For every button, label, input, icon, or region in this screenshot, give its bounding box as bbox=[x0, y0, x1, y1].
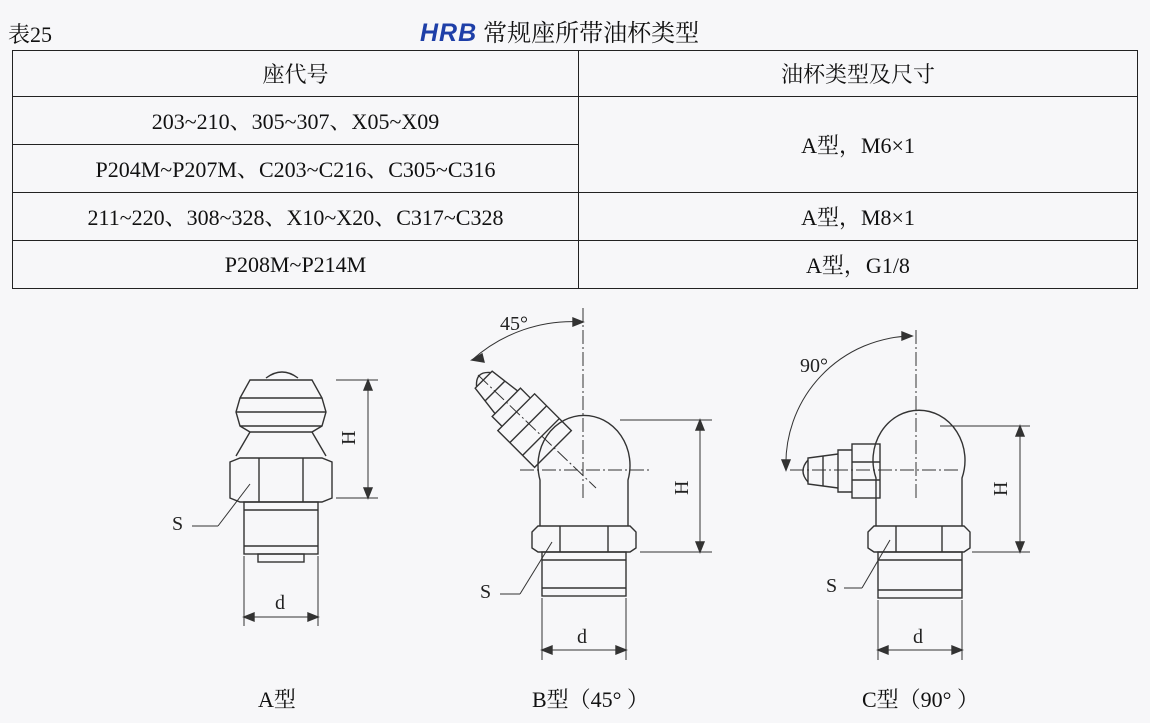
column-header-cup-type: 油杯类型及尺寸 bbox=[579, 51, 1138, 97]
table-row bbox=[13, 241, 1138, 289]
table-row bbox=[13, 193, 1138, 241]
type-b-d-label: d bbox=[577, 626, 587, 648]
table-header-row bbox=[13, 51, 1138, 97]
type-b-s-label: S bbox=[480, 581, 492, 603]
seat-code-cell: P208M~P214M bbox=[13, 241, 579, 289]
seat-code-cell: 211~220、308~328、X10~X20、C317~C328 bbox=[13, 193, 579, 241]
type-b-drawing bbox=[461, 308, 712, 660]
type-a-s-label: S bbox=[172, 513, 184, 535]
cup-type-cell-merged: A型，M6×1 bbox=[579, 97, 1138, 193]
type-c-drawing bbox=[782, 330, 1030, 660]
type-a-h-label: H bbox=[338, 430, 360, 445]
type-c-angle-label: 90° bbox=[800, 355, 828, 377]
column-header-seat-code: 座代号 bbox=[13, 51, 579, 97]
caption-type-c: C型（90° ） bbox=[862, 687, 979, 712]
brand-logo: HRB bbox=[420, 19, 478, 47]
type-b-angle-label: 45° bbox=[500, 313, 528, 335]
caption-type-a: A型 bbox=[258, 687, 296, 712]
type-c-s-label: S bbox=[826, 575, 838, 597]
table-number: 表25 bbox=[8, 22, 53, 47]
cup-type-cell: A型，M8×1 bbox=[579, 193, 1138, 241]
caption-type-b: B型（45° ） bbox=[532, 687, 649, 712]
title-text: 常规座所带油杯类型 bbox=[483, 21, 700, 47]
seat-code-cell: 203~210、305~307、X05~X09 bbox=[13, 97, 579, 145]
seat-code-cell: P204M~P207M、C203~C216、C305~C316 bbox=[13, 145, 579, 193]
type-c-d-label: d bbox=[913, 626, 923, 648]
type-a-d-label: d bbox=[275, 592, 285, 614]
spec-table bbox=[12, 50, 1138, 289]
page-title bbox=[420, 13, 699, 48]
table-row bbox=[13, 97, 1138, 145]
type-b-h-label: H bbox=[671, 480, 693, 495]
grease-nipple-drawings bbox=[0, 290, 1150, 680]
type-c-h-label: H bbox=[990, 481, 1012, 496]
cup-type-cell: A型，G1/8 bbox=[579, 241, 1138, 289]
type-a-drawing bbox=[172, 372, 378, 626]
